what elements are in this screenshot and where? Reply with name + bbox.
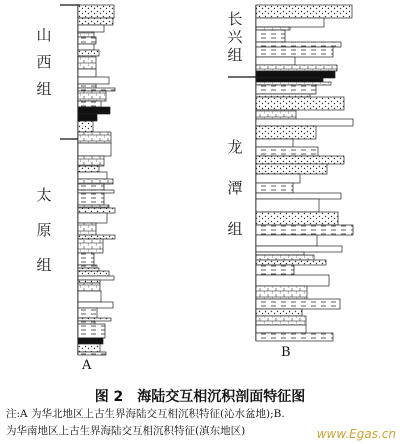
formation-char: 龙	[227, 138, 243, 156]
lithology-bed	[78, 166, 99, 172]
watermark: www.Egas.cn	[316, 427, 396, 441]
column-b	[256, 5, 353, 341]
formation-char: 西	[36, 53, 52, 71]
lithology-bed	[78, 88, 115, 91]
lithology-bed	[256, 286, 307, 299]
column-label-a: A	[82, 358, 92, 373]
lithology-bed	[78, 143, 111, 156]
formation-char: 潭	[227, 179, 243, 197]
lithology-bed	[256, 225, 353, 235]
lithology-bed	[78, 213, 107, 223]
lithology-bed	[78, 338, 103, 344]
lithology-bed	[256, 94, 310, 97]
lithology-bed	[256, 235, 317, 246]
lithology-bed	[78, 84, 96, 88]
formation-char: 组	[227, 220, 243, 238]
lithology-bed	[256, 18, 324, 27]
lithology-bed	[256, 30, 285, 42]
lithology-bed	[78, 352, 106, 355]
lithology-bed	[78, 308, 97, 318]
lithology-bed	[78, 302, 113, 308]
formation-char: 组	[227, 46, 243, 64]
lithology-bed	[78, 268, 99, 271]
lithology-bed	[78, 283, 100, 291]
formation-label-longtan	[227, 140, 243, 237]
lithology-bed	[78, 18, 113, 25]
lithology-bed	[78, 121, 93, 132]
lithology-bed	[256, 174, 300, 183]
lithology-bed	[78, 132, 111, 143]
lithology-bed	[256, 156, 344, 164]
lithology-bed	[78, 318, 111, 321]
lithology-bed	[78, 184, 104, 190]
lithology-bed	[256, 183, 293, 193]
lithology-bed	[256, 97, 344, 110]
formation-char: 组	[36, 256, 52, 274]
lithology-bed	[256, 333, 333, 341]
lithology-bed	[78, 208, 115, 213]
lithology-bed	[78, 344, 100, 352]
lithology-bed	[78, 179, 113, 184]
lithology-bed	[78, 205, 109, 208]
figure-caption: 图 2 海陆交互相沉积剖面特征图	[94, 389, 306, 405]
formation-label-shanxi	[36, 28, 52, 97]
lithology-bed	[78, 114, 97, 121]
lithology-bed	[78, 324, 105, 338]
lithology-bed	[256, 147, 318, 156]
lithology-bed	[256, 47, 333, 57]
lithology-bed	[256, 246, 342, 252]
figure-note-line2: 为华南地区上古生界海陆交互相沉积特征(滇东地区)	[6, 425, 246, 437]
lithology-bed	[256, 82, 331, 85]
formation-char: 原	[36, 221, 52, 239]
lithology-bed	[256, 71, 335, 78]
lithology-bed	[256, 193, 341, 199]
lithology-bed	[78, 235, 115, 239]
column-label-b: B	[281, 345, 291, 360]
lithology-bed	[256, 325, 306, 333]
lithology-bed	[256, 110, 296, 119]
lithology-bed	[256, 164, 327, 174]
formation-char: 太	[36, 186, 52, 204]
lithology-bed	[78, 276, 114, 280]
lithology-bed	[78, 50, 99, 56]
lithology-bed	[256, 252, 304, 255]
formation-char: 组	[36, 80, 52, 98]
lithology-bed	[256, 139, 293, 147]
lithology-bed	[78, 239, 103, 253]
lithology-bed	[256, 212, 338, 225]
lithology-bed	[78, 172, 107, 179]
lithology-bed	[78, 5, 114, 18]
lithology-bed	[256, 255, 314, 260]
formation-char: 长	[227, 10, 243, 28]
lithology-bed	[78, 321, 95, 324]
formation-char: 山	[36, 26, 52, 44]
lithology-bed	[78, 223, 96, 235]
lithology-bed	[256, 5, 352, 18]
formation-label-changxing	[227, 12, 243, 63]
lithology-bed	[78, 101, 101, 107]
lithology-bed	[256, 42, 341, 47]
lithology-bed	[78, 77, 109, 84]
lithology-bed	[78, 265, 97, 268]
column-a	[78, 5, 115, 355]
lithology-bed	[78, 271, 109, 276]
lithology-bed	[256, 78, 323, 82]
lithology-bed	[78, 156, 104, 166]
formation-label-taiyuan	[36, 188, 52, 273]
lithology-bed	[256, 316, 306, 325]
lithology-bed	[256, 27, 290, 30]
lithology-bed	[78, 91, 106, 101]
lithology-bed	[78, 291, 101, 302]
lithology-bed	[78, 32, 94, 37]
lithology-bed	[256, 309, 302, 316]
lithology-bed	[78, 25, 104, 32]
lithology-bed	[256, 199, 319, 212]
lithology-bed	[256, 85, 316, 94]
lithology-bed	[256, 260, 326, 265]
lithology-bed	[78, 37, 96, 44]
lithology-bed	[78, 253, 94, 265]
formation-char: 兴	[227, 28, 243, 46]
lithology-bed	[256, 265, 294, 275]
lithology-bed	[256, 126, 316, 139]
lithology-bed	[256, 299, 340, 309]
lithology-bed	[256, 57, 295, 65]
lithology-bed	[78, 56, 96, 69]
lithology-bed	[78, 190, 114, 193]
lithology-bed	[78, 44, 94, 50]
lithology-bed	[256, 65, 337, 71]
lithology-bed	[78, 193, 104, 205]
figure-note-line1: 注:A 为华北地区上古生界海陆交互相沉积特征(沁水盆地);B.	[6, 408, 285, 420]
lithology-bed	[256, 275, 329, 286]
lithology-bed	[256, 119, 353, 126]
lithology-bed	[78, 107, 110, 114]
lithology-bed	[78, 69, 96, 77]
lithology-bed	[78, 280, 100, 283]
